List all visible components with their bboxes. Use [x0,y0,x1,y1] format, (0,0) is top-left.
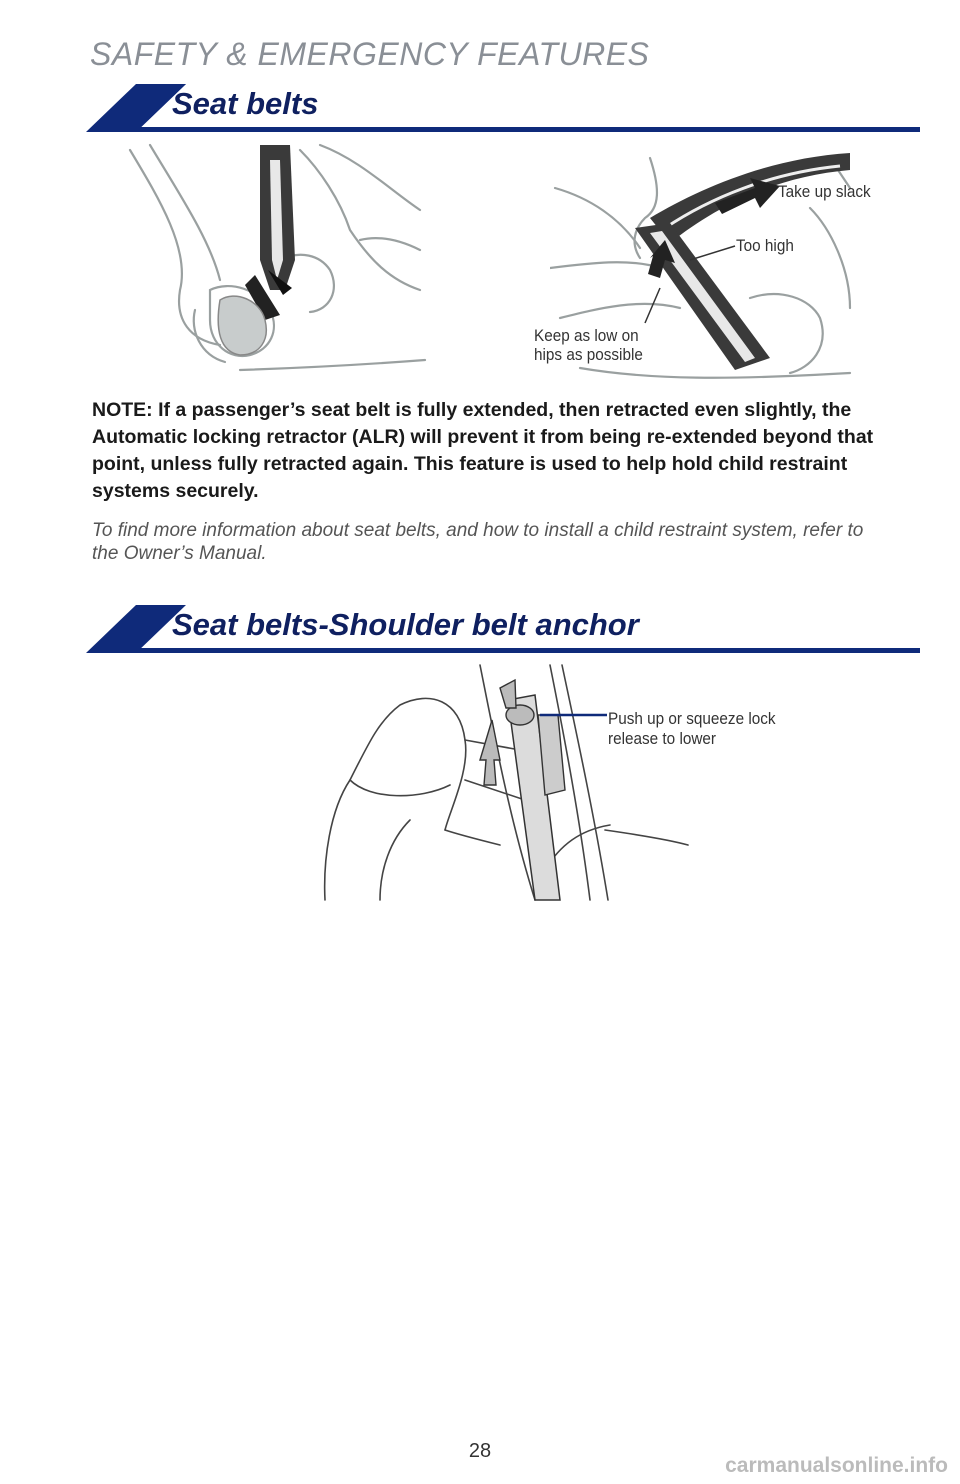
section-rule [136,127,920,132]
shoulder-anchor-illustration [320,660,700,905]
page-heading: SAFETY & EMERGENCY FEATURES [90,36,650,72]
section-rule [136,648,920,653]
owners-manual-reference: To find more information about seat belts, and how to install a child restraint system, refer to the Owner’s Manual. [92,520,864,564]
callout-push-up-line2: release to lower [608,729,717,748]
page-number: 28 [468,1440,492,1462]
section-bar-seat-belts [86,84,920,132]
section-tab-shape [86,605,186,653]
callout-too-high: Too high [736,236,794,255]
callout-take-up-slack: Take up slack [778,182,871,201]
buckle-illustration [120,140,430,375]
alr-note: NOTE: If a passenger’s seat belt is fully extended, then retracted even slightly, the Automatic locking retractor (ALR) will prevent it from being re-extended beyond that point, unless fully retracted again. This feature is used to help hold child restraint systems securely. [92,399,874,502]
watermark-text: carmanualsonline.info [725,1454,948,1477]
section-title-shoulder-anchor: Seat belts-Shoulder belt anchor [172,607,639,642]
section-bar-shoulder-anchor [86,605,920,653]
callout-keep-low-line1: Keep as low on [534,326,639,345]
callout-keep-low-line2: hips as possible [534,345,643,364]
section-tab-shape [86,84,186,132]
callout-push-up-line1: Push up or squeeze lock [608,709,776,728]
section-title-seat-belts: Seat belts [172,86,319,121]
